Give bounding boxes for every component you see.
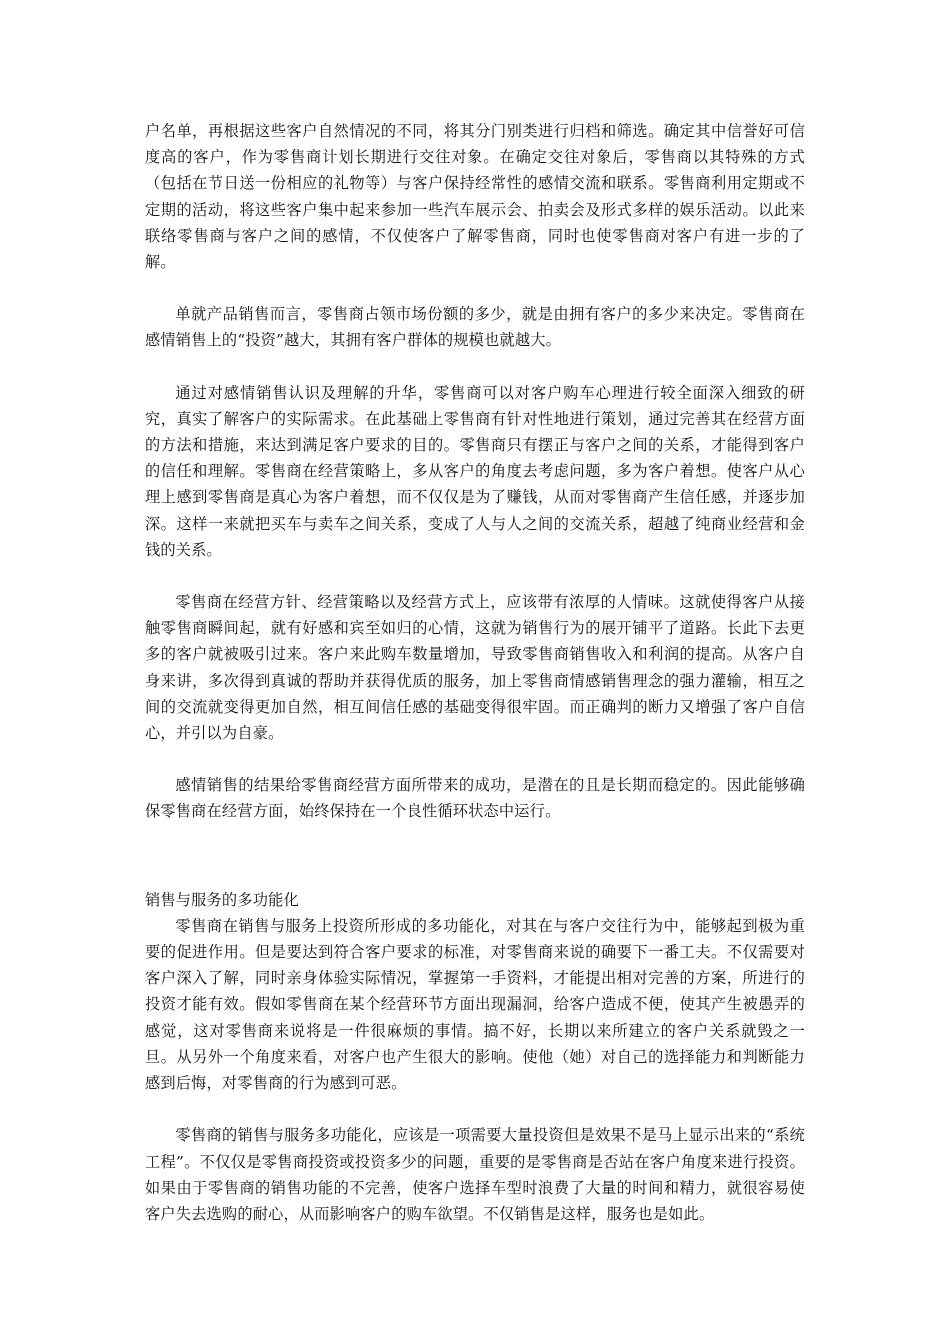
paragraph: 户名单，再根据这些客户自然情况的不同，将其分门别类进行归档和筛选。确定其中信誉好可信度高的客户，作为零售商计划长期进行交往对象。在确定交往对象后，零售商以其特殊的方式（包括在节日送一份相应的礼物等）与客户保持经常性的感情交流和联系。零售商利用定期或不定期的活动，将这些客户集中起来参加一些汽车展示会、拍卖会及形式多样的娱乐活动。以此来联络零售商与客户之间的感情，不仅使客户了解零售商，同时也使零售商对客户有进一步的了解。 bbox=[145, 122, 805, 272]
paragraph: 零售商在销售与服务上投资所形成的多功能化，对其在与客户交往行为中，能够起到极为重要的促进作用。但是要达到符合客户要求的标准，对零售商来说的确要下一番工夫。不仅需要对客户深入了解，同时亲身体验实际情况，掌握第一手资料，才能提出相对完善的方案，所进行的投资才能有效。假如零售商在某个经营环节方面出现漏洞，给客户造成不便，使其产生被愚弄的感觉，这对零售商来说将是一件很麻烦的事情。搞不好，长期以来所建立的客户关系就毁之一旦。从另外一个角度来看，对客户也产生很大的影响。使他（她）对自己的选择能力和判断能力感到后悔，对零售商的行为感到可恶。 bbox=[145, 916, 805, 1093]
paragraph: 通过对感情销售认识及理解的升华，零售商可以对客户购车心理进行较全面深入细致的研究，真实了解客户的实际需求。在此基础上零售商有针对性地进行策划，通过完善其在经营方面的方法和措施，来达到满足客户要求的目的。零售商只有摆正与客户之间的关系，才能得到客户的信任和理解。零售商在经营策略上，多从客户的角度去考虑问题，多为客户着想。使客户从心理上感到零售商是真心为客户着想，而不仅仅是为了赚钱，从而对零售商产生信任感，并逐步加深。这样一来就把买车与卖车之间关系，变成了人与人之间的交流关系，超越了纯商业经营和金钱的关系。 bbox=[145, 383, 805, 559]
paragraph: 零售商在经营方针、经营策略以及经营方式上，应该带有浓厚的人情味。这就使得客户从接触零售商瞬间起，就有好感和宾至如归的心情，这就为销售行为的展开铺平了道路。长此下去更多的客户就被吸引过来。客户来此购车数量增加，导致零售商销售收入和利润的提高。从客户自身来讲，多次得到真诚的帮助并获得优质的服务，加上零售商情感销售理念的强力灌输，相互之间的交流就变得更加自然，相互间信任感的基础变得很牢固。而正确判的断力又增强了客户自信心，并引以为自豪。 bbox=[145, 593, 805, 743]
paragraph: 感情销售的结果给零售商经营方面所带来的成功，是潜在的且是长期而稳定的。因此能够确保零售商在经营方面，始终保持在一个良性循环状态中运行。 bbox=[145, 776, 805, 821]
section-heading: 销售与服务的多功能化 bbox=[145, 890, 299, 909]
document-body bbox=[145, 118, 805, 1253]
paragraph: 单就产品销售而言，零售商占领市场份额的多少，就是由拥有客户的多少来决定。零售商在感情销售上的“投资”越大，其拥有客户群体的规模也就越大。 bbox=[145, 305, 805, 350]
paragraph: 零售商的销售与服务多功能化，应该是一项需要大量投资但是效果不是马上显示出来的“系统工程”。不仅仅是零售商投资或投资多少的问题，重要的是零售商是否站在客户角度来进行投资。如果由于零售商的销售功能的不完善，使客户选择车型时浪费了大量的时间和精力，就很容易使客户失去选购的耐心，从而影响客户的购车欲望。不仅销售是这样，服务也是如此。 bbox=[145, 1126, 805, 1223]
